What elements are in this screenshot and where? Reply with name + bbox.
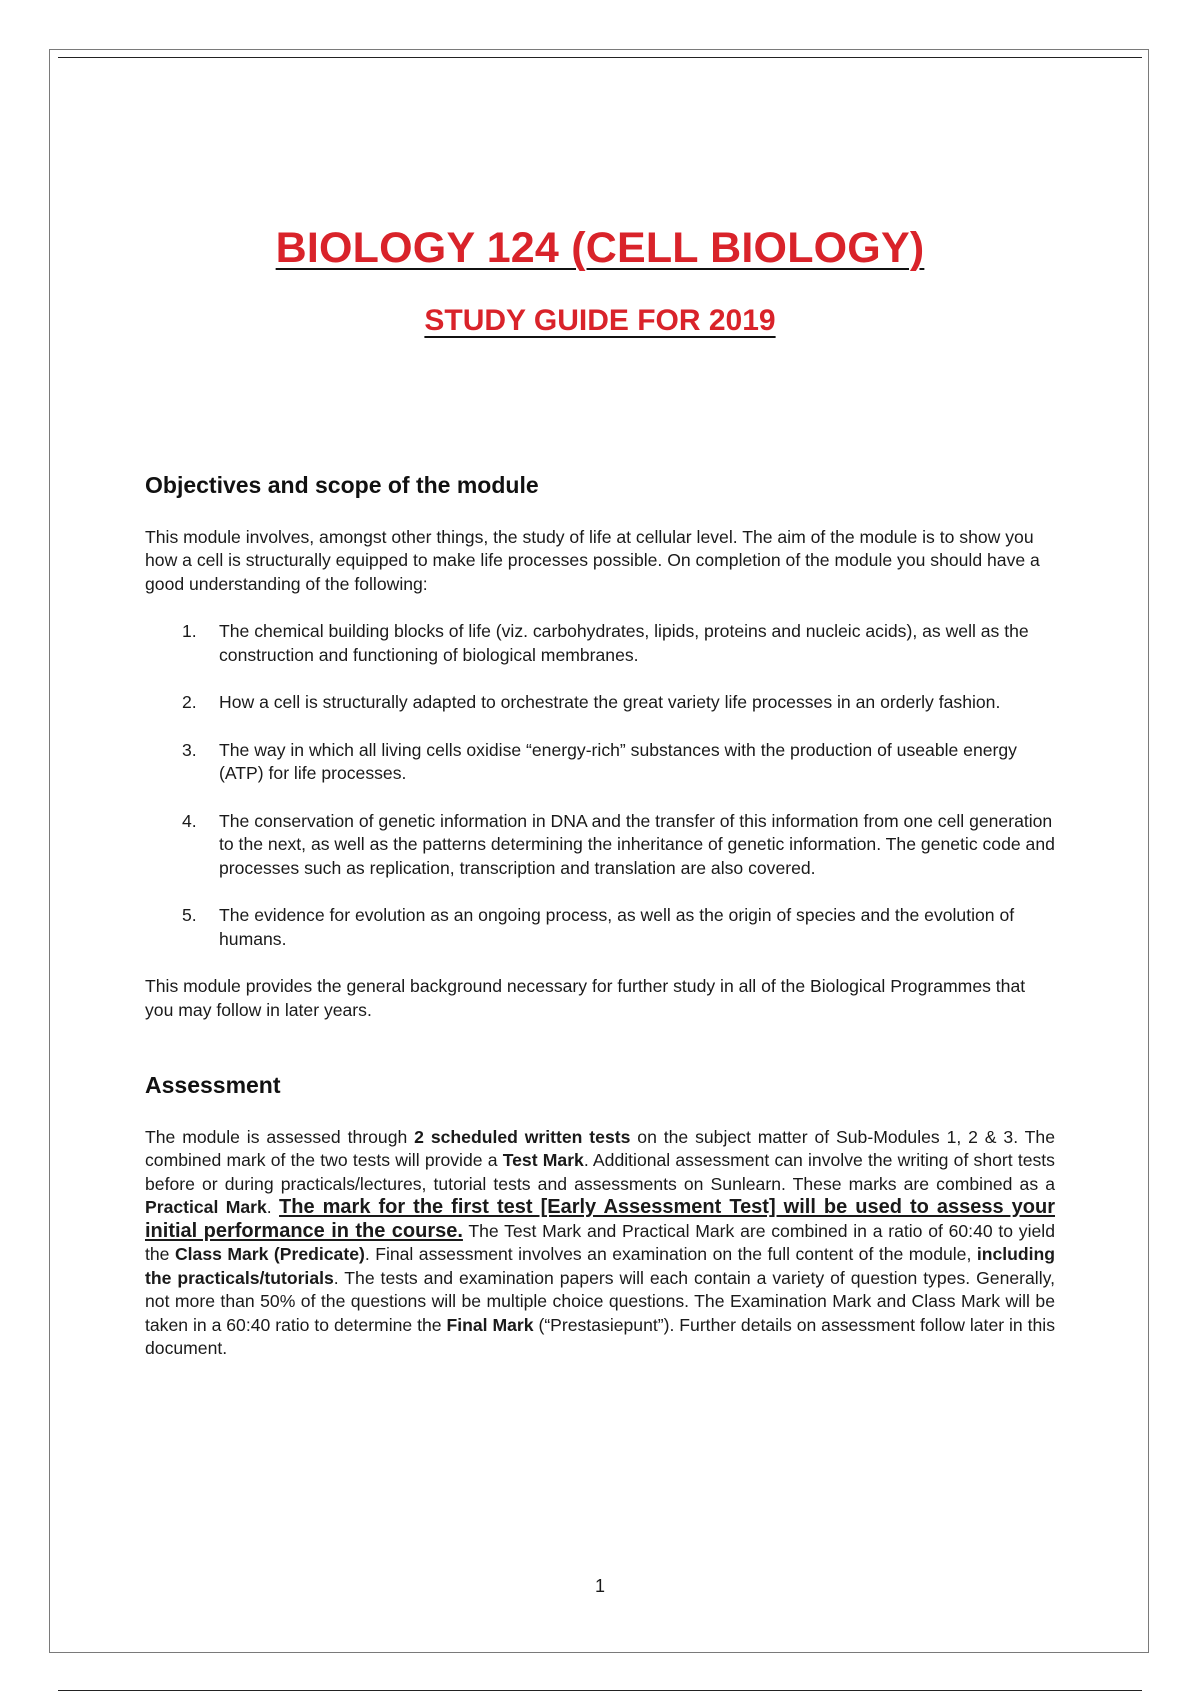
assessment-heading: Assessment	[145, 1072, 281, 1098]
top-rule	[58, 57, 1142, 58]
objectives-closing: This module provides the general background necessary for further study in all of the Biological Programmes that you may follow in later years.	[145, 976, 1026, 1020]
document-title: BIOLOGY 124 (CELL BIOLOGY)	[275, 224, 925, 272]
bottom-rule	[58, 1690, 1142, 1691]
page-number: 1	[594, 1576, 605, 1596]
list-item: 5. The evidence for evolution as an ongoing process, as well as the origin of species and the evolution of humans.	[182, 905, 1015, 949]
early-assessment-note: The mark for the first test [Early Assessment Test] will be used to assess your initial performance in the course.	[145, 1196, 1055, 1242]
objectives-list	[145, 620, 1055, 951]
list-item: 3. The way in which all living cells oxidise “energy-rich” substances with the production of useable energy (ATP) for life processes.	[182, 739, 1017, 783]
document-subtitle: STUDY GUIDE FOR 2019	[424, 304, 776, 337]
list-item: 1. The chemical building blocks of life (viz. carbohydrates, lipids, proteins and nucleic acids), as well as the construction and functioning of biological membranes.	[182, 621, 1029, 665]
list-item: 2. How a cell is structurally adapted to orchestrate the great variety life processes in an orderly fashion.	[182, 692, 1001, 712]
list-item: 4. The conservation of genetic information in DNA and the transfer of this information from one cell generation to the next, as well as the patterns determining the inheritance of genetic information. The genetic code and processes such as replication, transcription and translation are also covered.	[182, 810, 1055, 878]
document-body	[145, 474, 1055, 1361]
assessment-paragraph: The module is assessed through 2 scheduled written tests on the subject matter of Sub-Modules 1, 2 & 3. The combined mark of the two tests will provide a Test Mark. Additional assessment can involve the writing of short tests before or during practicals/lectures, tutorial tests and assessments on Sunlearn. These marks are combined as a Practical Mark. The mark for the first test [Early Assessment Test] will be used to assess your initial performance in the course. The Test Mark and Practical Mark are combined in a ratio of 60:40 to yield the Class Mark (Predicate). Final assessment involves an examination on the full content of the module, including the practicals/tutorials. The tests and examination papers will each contain a variety of question types. Generally, not more than 50% of the questions will be multiple choice questions. The Examination Mark and Class Mark will be taken in a 60:40 ratio to determine the Final Mark (“Prestasiepunt”). Further details on assessment follow later in this document.	[145, 1126, 1056, 1358]
objectives-intro: This module involves, amongst other things, the study of life at cellular level. The aim of the module is to show you how a cell is structurally equipped to make life processes possible. On completion of the module you should have a good understanding of the following:	[145, 526, 1040, 594]
objectives-heading: Objectives and scope of the module	[145, 472, 539, 498]
